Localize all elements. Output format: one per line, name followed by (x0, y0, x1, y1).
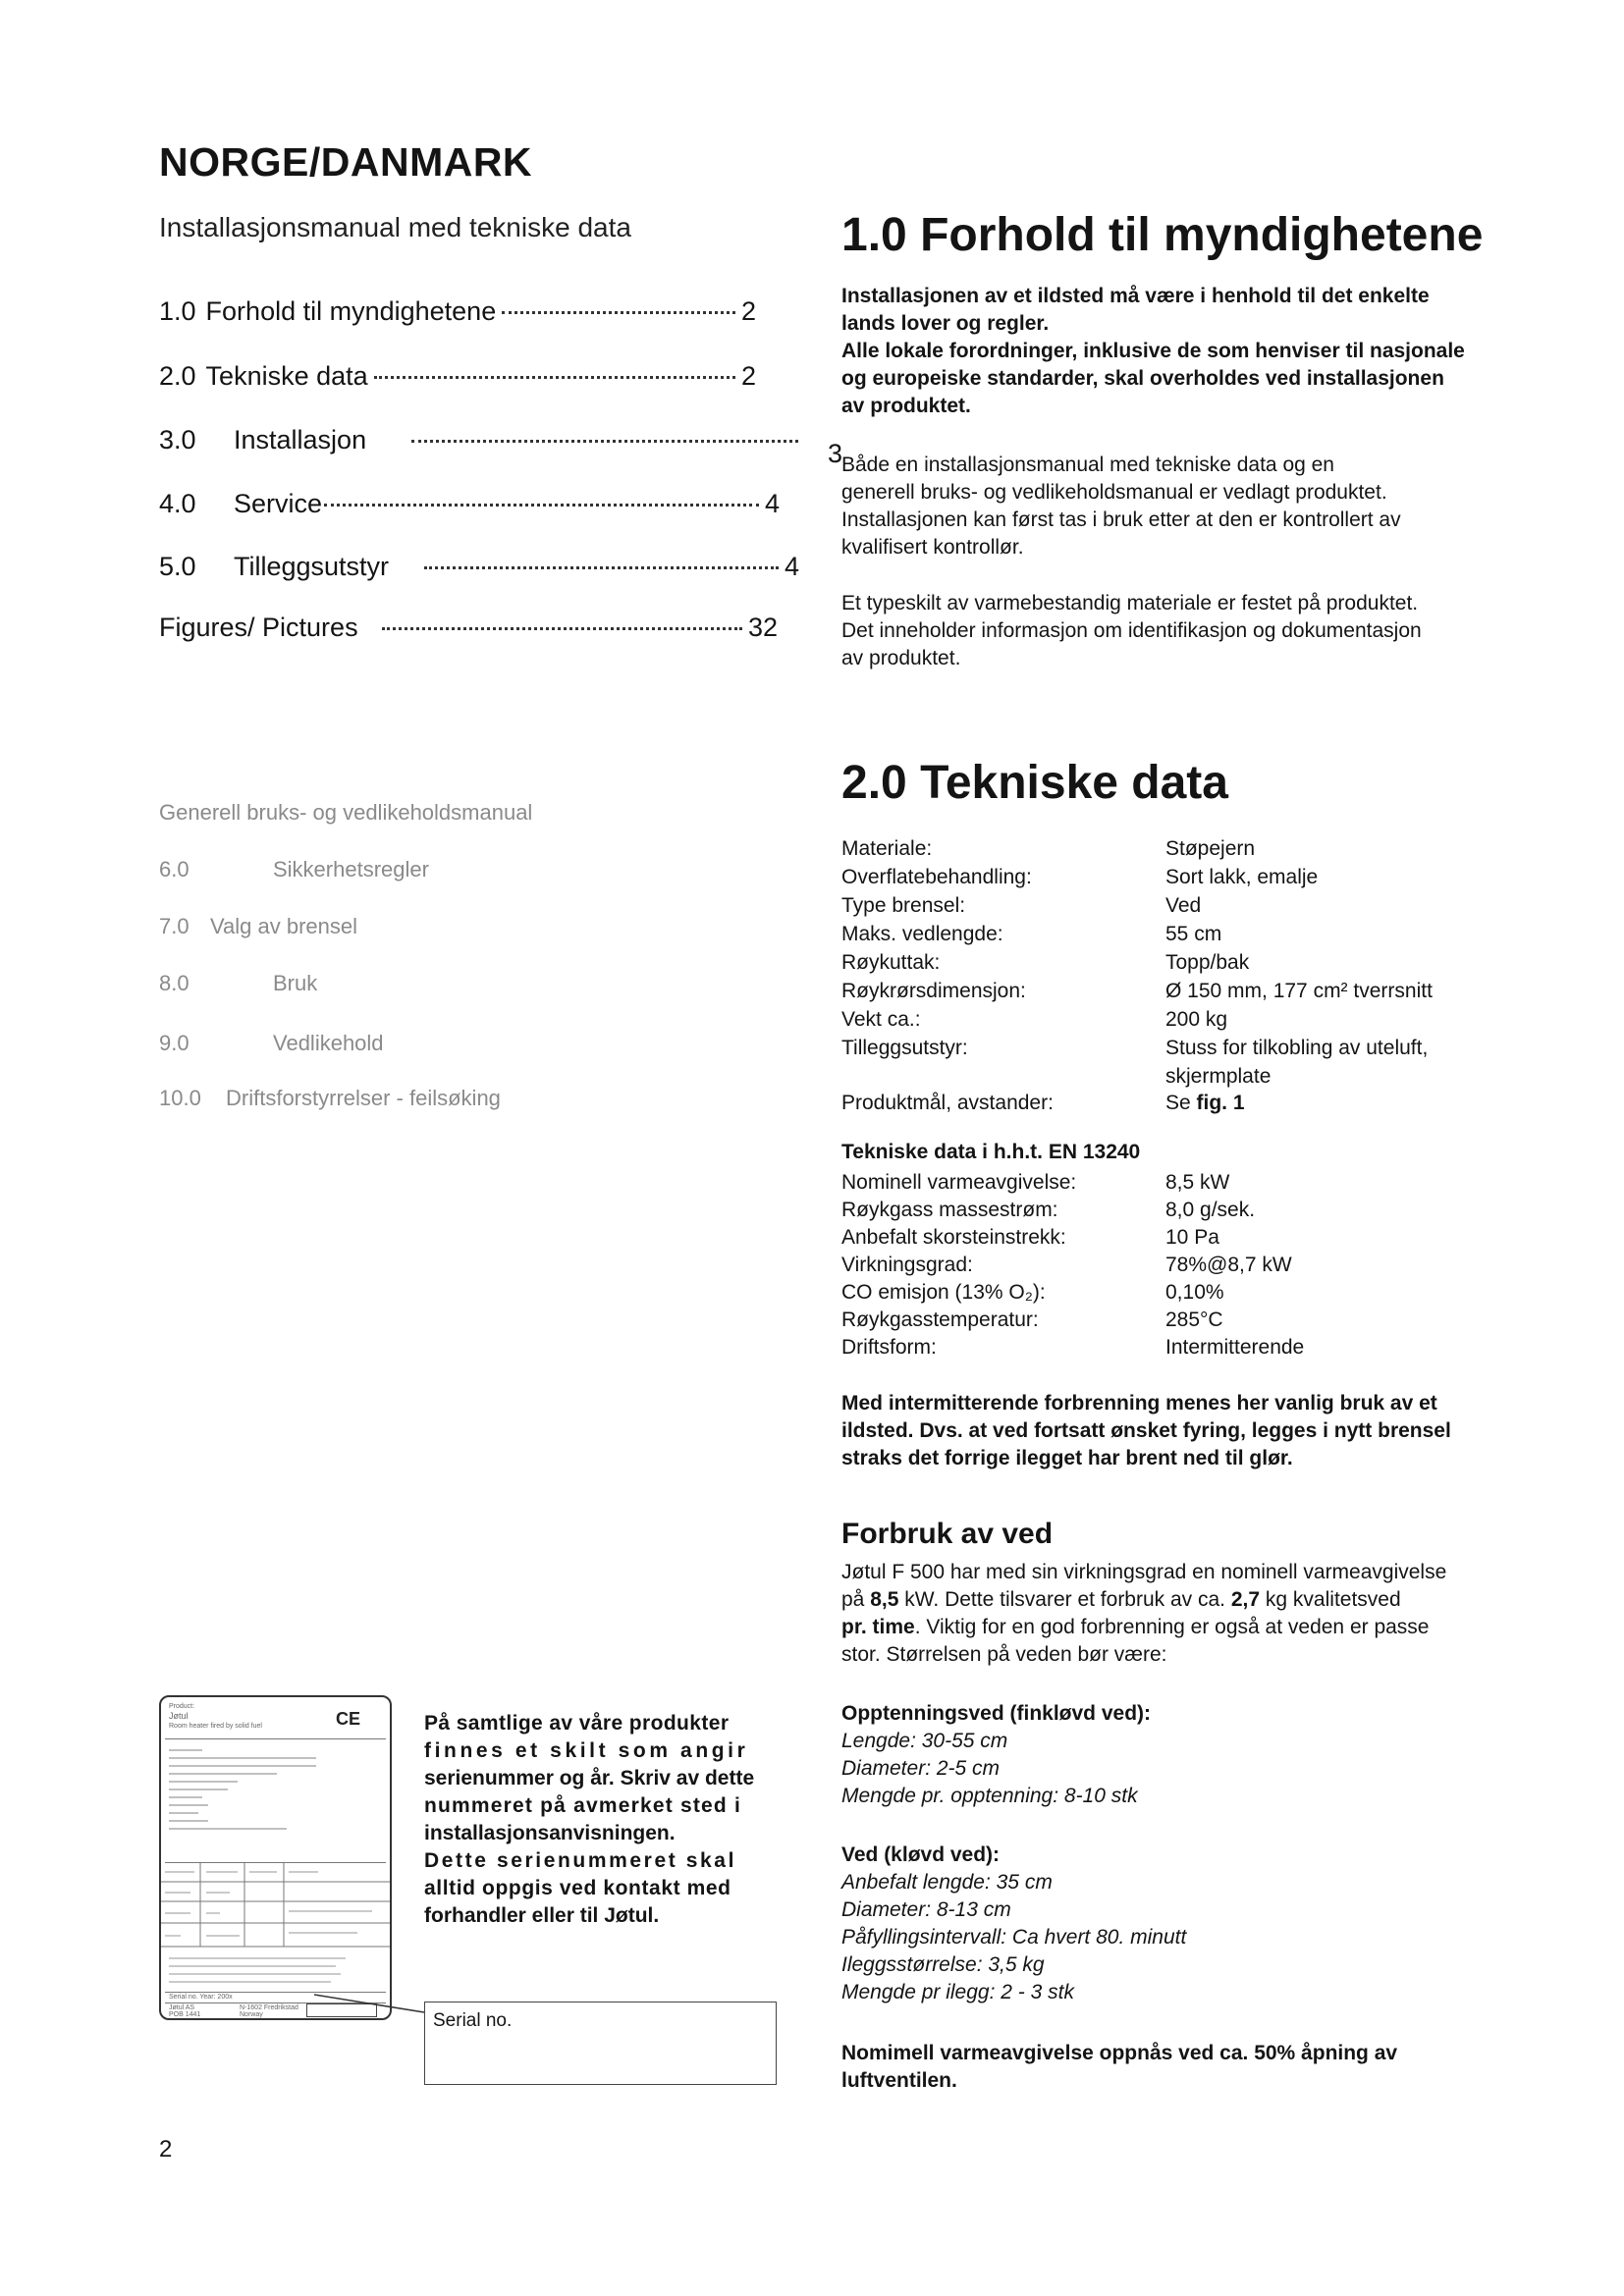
general-manual-title: Generell bruks- og vedlikeholdsmanual (159, 800, 533, 825)
item-title: Vedlikehold (273, 1031, 384, 1055)
toc-num: 5.0 (159, 552, 196, 581)
text-line (841, 1586, 1480, 1614)
text-line: generell bruks- og vedlikeholdsmanual er vedlagt produktet. (841, 481, 1387, 504)
spec-value: Ø 150 mm, 177 cm² tverrsnitt (1165, 980, 1433, 1002)
plate-serial-row: Serial no. Year: 200x (169, 1994, 233, 2001)
plate-brand: Jøtul (169, 1711, 189, 1721)
wood-consumption-text (841, 1559, 1480, 1669)
spec-value: 200 kg (1165, 1008, 1228, 1031)
spec-table (841, 834, 1489, 1129)
text-line: Både en installasjonsmanual med tekniske data og en (841, 454, 1334, 476)
text-fragment: på (841, 1588, 865, 1611)
toc-title: Tekniske data (205, 361, 368, 391)
en-spec-table (841, 1168, 1489, 1374)
spec-value: 55 cm (1165, 923, 1222, 945)
spec-value: 10 Pa (1165, 1226, 1219, 1249)
see-label: Se (1165, 1092, 1191, 1114)
text-line: Jøtul F 500 har med sin virkningsgrad en nominell varmeavgivelse (841, 1561, 1447, 1583)
toc-leader (411, 439, 798, 443)
text-line: Mengde pr. opptenning: 8-10 stk (841, 1785, 1138, 1807)
item-title: Driftsforstyrrelser - feilsøking (226, 1086, 501, 1110)
item-num: 7.0 (159, 914, 189, 938)
text-line: Diameter: 2-5 cm (841, 1757, 1001, 1780)
serial-plate-note (424, 1710, 758, 1930)
intermittent-note (841, 1390, 1480, 1472)
plate-maker-line: Jøtul AS (169, 2004, 195, 2011)
text-line: luftventilen. (841, 2069, 957, 2092)
text-line: Diameter: 8-13 cm (841, 1898, 1011, 1921)
spec-key: CO emisjon (13% O₂): (841, 1281, 1046, 1304)
general-manual-item[interactable] (159, 1086, 501, 1111)
text-line: kvalifisert kontrollør. (841, 536, 1024, 559)
spec-key: Virkningsgrad: (841, 1254, 973, 1276)
spec-key: Type brensel: (841, 894, 966, 917)
wood-kg-value: 2,7 (1230, 1588, 1261, 1611)
section-1-legal-text (841, 283, 1480, 420)
item-title: Bruk (273, 971, 318, 995)
en-13240-title: Tekniske data i h.h.t. EN 13240 (841, 1141, 1141, 1163)
section-2-title: 2.0 Tekniske data (841, 757, 1228, 809)
spec-value: Støpejern (1165, 837, 1256, 860)
serial-number-label: Serial no. (433, 2010, 513, 2031)
text-line: Lengde: 30-55 cm (841, 1730, 1008, 1752)
section-1-typeplate-text (841, 590, 1480, 672)
spec-key: Røykrørsdimensjon: (841, 980, 1026, 1002)
figure-reference-link[interactable]: fig. 1 (1196, 1092, 1245, 1114)
toc-title: Figures/ Pictures (159, 613, 358, 642)
toc-item[interactable] (159, 425, 842, 468)
spec-key: Nominell varmeavgivelse: (841, 1171, 1077, 1194)
text-line: På samtlige av våre produkter (424, 1712, 730, 1735)
plate-divider (165, 1738, 386, 1739)
spec-key: Maks. vedlengde: (841, 923, 1003, 945)
text-line: og europeiske standarder, skal overholdes ved installasjonen (841, 367, 1444, 390)
toc-item[interactable] (159, 296, 756, 327)
manual-subtitle: Installasjonsmanual med tekniske data (159, 212, 631, 242)
toc-num: 3.0 (159, 425, 196, 454)
text-line: nummeret på avmerket sted i (424, 1794, 742, 1817)
text-line: Et typeskilt av varmebestandig materiale er festet på produktet. (841, 592, 1419, 614)
section-1-manual-text (841, 452, 1480, 561)
spec-key: Røykgasstemperatur: (841, 1308, 1039, 1331)
item-num: 10.0 (159, 1086, 201, 1110)
toc-page: 2 (740, 361, 756, 391)
text-line: Påfyllingsintervall: Ca hvert 80. minutt (841, 1926, 1187, 1949)
item-num: 6.0 (159, 857, 189, 881)
spec-key: Vekt ca.: (841, 1008, 921, 1031)
text-line: Installasjonen av et ildsted må være i henhold til det enkelte (841, 285, 1430, 307)
toc-page: 2 (740, 296, 756, 326)
spec-value: Stuss for tilkobling av uteluft, (1165, 1037, 1429, 1059)
nameplate-illustration (159, 1695, 392, 2020)
plate-maker-line: N-1602 Fredrikstad (240, 2004, 298, 2011)
text-line: finnes et skilt som angir (424, 1739, 749, 1762)
nominal-output-note (841, 2040, 1480, 2095)
plate-standards-text (169, 1746, 375, 1854)
item-title: Valg av brensel (210, 914, 358, 938)
text-line: Anbefalt lengde: 35 cm (841, 1871, 1053, 1894)
text-line: forhandler eller til Jøtul. (424, 1904, 660, 1927)
spec-value (1165, 1089, 1245, 1117)
text-line: Dette serienummeret skal (424, 1849, 737, 1872)
spec-value: skjermplate (1165, 1065, 1272, 1088)
text-line: ildsted. Dvs. at ved fortsatt ønsket fyring, legges i nytt brensel (841, 1419, 1451, 1442)
text-line: Installasjonen kan først tas i bruk etter at den er kontrollert av (841, 508, 1401, 531)
text-line: Nomimell varmeavgivelse oppnås ved ca. 50% åpning av (841, 2042, 1398, 2064)
toc-title: Installasjon (234, 425, 367, 454)
spec-value: Ved (1165, 894, 1202, 917)
text-line: serienummer og år. Skriv av dette (424, 1767, 755, 1789)
split-wood-block (841, 1842, 1480, 2006)
text-line: straks det forrige ilegget har brent ned til glør. (841, 1447, 1293, 1469)
spec-key: Røykuttak: (841, 951, 941, 974)
serial-pointer-line (314, 1983, 432, 2022)
spec-key: Driftsform: (841, 1336, 937, 1359)
text-line: stor. Størrelsen på veden bør være: (841, 1643, 1167, 1666)
toc-leader (324, 503, 759, 507)
spec-key: Røykgass massestrøm: (841, 1199, 1058, 1221)
spec-value: 0,10% (1165, 1281, 1224, 1304)
toc-page: 4 (784, 552, 799, 581)
split-wood-title: Ved (kløvd ved): (841, 1843, 1001, 1866)
toc-page: 3 (827, 439, 842, 468)
toc-leader (374, 375, 735, 379)
text-fragment: kW. Dette tilsvarer et forbruk av ca. (904, 1588, 1226, 1611)
toc-item[interactable] (159, 552, 799, 582)
toc-num: 1.0 (159, 296, 196, 326)
toc-title: Service (234, 489, 323, 518)
toc-item[interactable] (159, 613, 778, 643)
toc-title: Tilleggsutstyr (234, 552, 390, 581)
country-heading: NORGE/DANMARK (159, 139, 533, 185)
text-fragment: . Viktig for en god forbrenning er også at veden er passe (914, 1616, 1430, 1638)
item-title: Sikkerhetsregler (273, 857, 429, 881)
text-line: Mengde pr ilegg: 2 - 3 stk (841, 1981, 1074, 2003)
kindling-title: Opptenningsved (finkløvd ved): (841, 1702, 1152, 1725)
spec-value: 285°C (1165, 1308, 1223, 1331)
wood-consumption-title: Forbruk av ved (841, 1518, 1054, 1550)
spec-value: Topp/bak (1165, 951, 1250, 974)
plate-maker-line: Norway (240, 2011, 263, 2018)
plate-approval-grid (161, 1862, 390, 1960)
toc-title: Forhold til myndighetene (205, 296, 497, 326)
spec-key: Produktmål, avstander: (841, 1092, 1054, 1114)
plate-product-label: Product: (169, 1703, 195, 1710)
spec-key: Materiale: (841, 837, 933, 860)
nominal-kw-value: 8,5 (870, 1588, 899, 1611)
section-1-title: 1.0 Forhold til myndighetene (841, 209, 1484, 261)
plate-maker-line: POB 1441 (169, 2011, 201, 2018)
text-line: Alle lokale forordninger, inklusive de som henviser til nasjonale (841, 340, 1465, 362)
text-line: Med intermitterende forbrenning menes her vanlig bruk av et (841, 1392, 1437, 1415)
ce-mark: CE (336, 1709, 361, 1729)
per-hour-text: pr. time (841, 1616, 915, 1638)
text-line: alltid oppgis ved kontakt med (424, 1877, 731, 1899)
toc-item[interactable] (159, 361, 756, 392)
item-num: 8.0 (159, 971, 189, 995)
kindling-block (841, 1700, 1480, 1810)
toc-item[interactable] (159, 489, 780, 519)
text-fragment: kg kvalitetsved (1265, 1588, 1401, 1611)
general-manual-item[interactable] (159, 857, 429, 882)
text-line (841, 1614, 1480, 1641)
item-num: 9.0 (159, 1031, 189, 1055)
text-line: av produktet. (841, 647, 961, 669)
spec-value: 78%@8,7 kW (1165, 1254, 1292, 1276)
spec-value: 8,0 g/sek. (1165, 1199, 1256, 1221)
general-manual-item[interactable] (159, 914, 357, 939)
text-line: av produktet. (841, 395, 971, 417)
toc-page: 4 (764, 489, 780, 518)
spec-value: Sort lakk, emalje (1165, 866, 1319, 888)
spec-value: Intermitterende (1165, 1336, 1305, 1359)
toc-num: 4.0 (159, 489, 196, 518)
toc-num: 2.0 (159, 361, 196, 391)
general-manual-item[interactable] (159, 971, 317, 996)
spec-value: 8,5 kW (1165, 1171, 1230, 1194)
plate-product-desc: Room heater fired by solid fuel (169, 1723, 262, 1730)
text-line: Det inneholder informasjon om identifikasjon og dokumentasjon (841, 619, 1422, 642)
toc-page: 32 (747, 613, 778, 642)
spec-key: Overflatebehandling: (841, 866, 1032, 888)
toc-leader (502, 310, 735, 314)
general-manual-item[interactable] (159, 1031, 384, 1056)
text-line: lands lover og regler. (841, 312, 1050, 335)
page-number: 2 (159, 2136, 173, 2163)
toc-leader (382, 626, 742, 630)
text-line: Ileggsstørrelse: 3,5 kg (841, 1953, 1045, 1976)
spec-key: Anbefalt skorsteinstrekk: (841, 1226, 1066, 1249)
serial-number-field[interactable] (424, 2002, 777, 2085)
text-line: installasjonsanvisningen. (424, 1822, 676, 1844)
toc-leader (424, 565, 779, 569)
spec-key: Tilleggsutstyr: (841, 1037, 968, 1059)
